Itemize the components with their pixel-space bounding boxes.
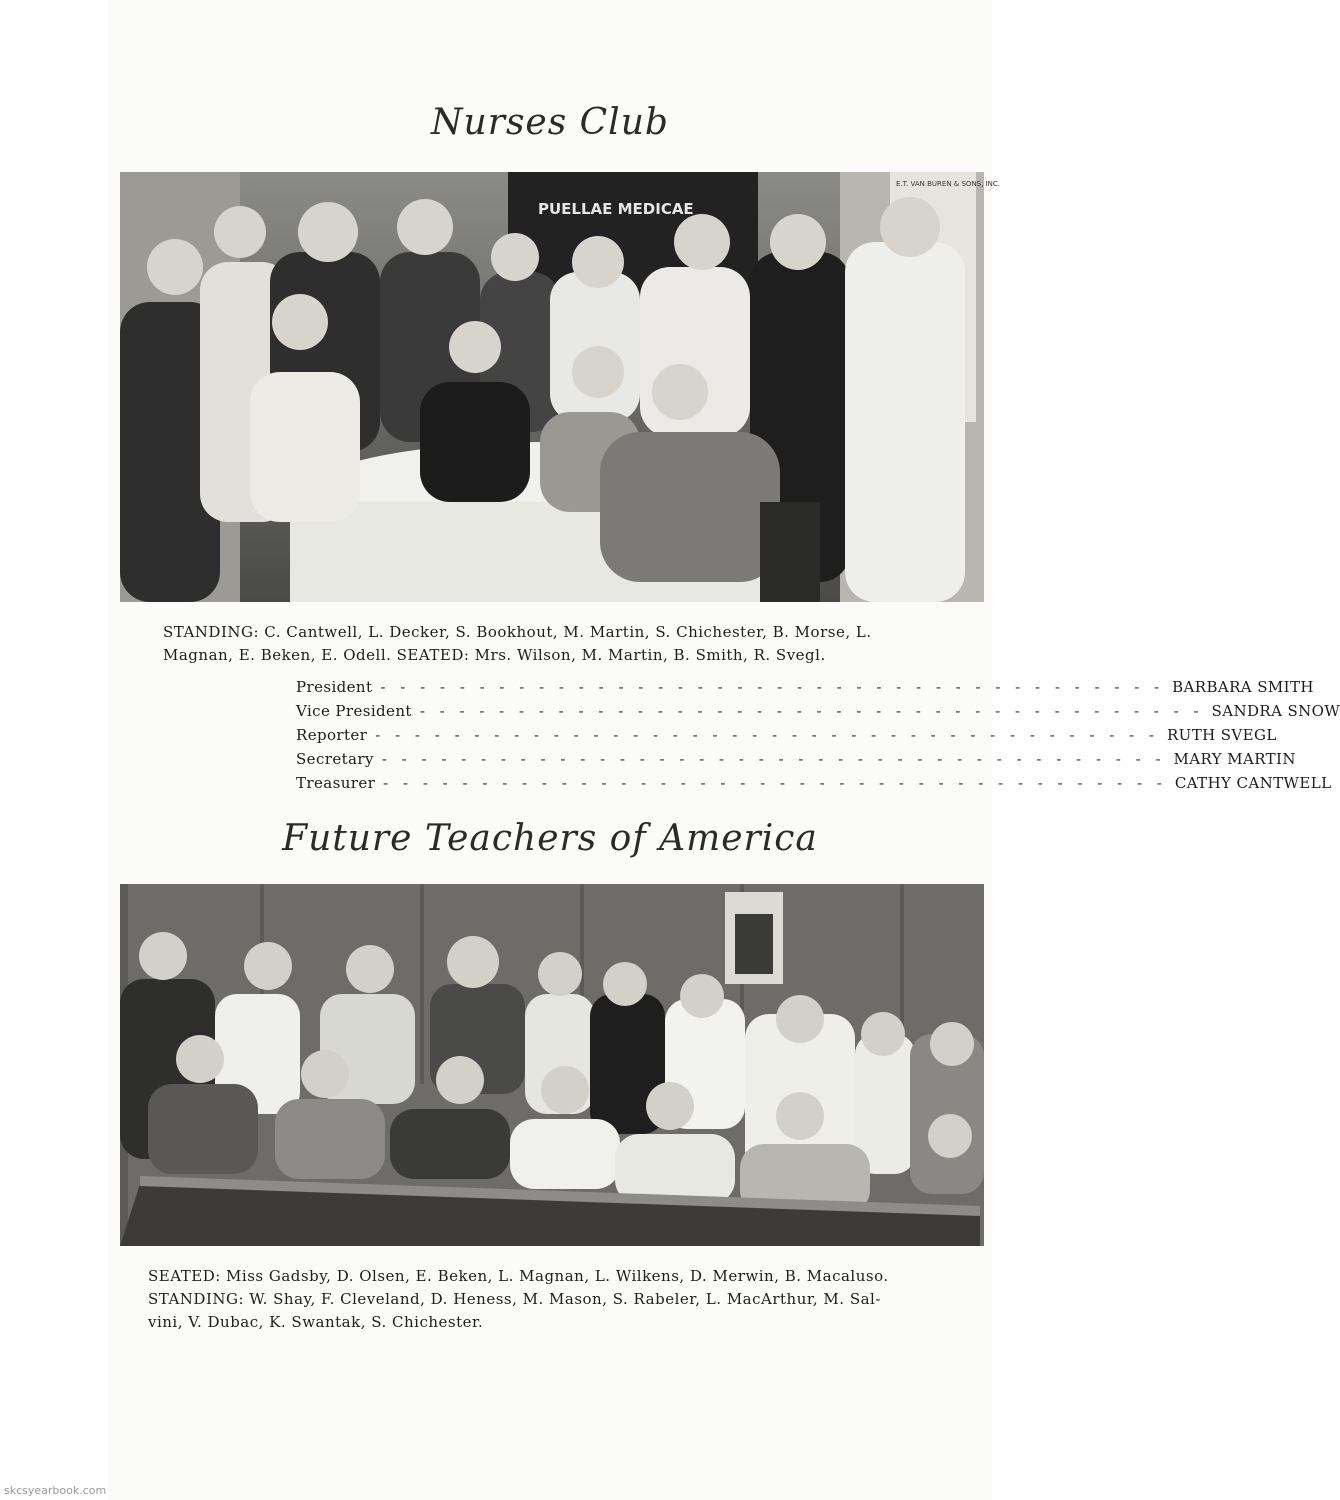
officer-name: CATHY CANTWELL [1174,774,1332,792]
officer-role: Secretary [296,750,374,768]
caption-line: SEATED: Miss Gadsby, D. Olsen, E. Beken, L. Magnan, L. Wilkens, D. Merwin, B. Macaluso. [148,1267,889,1285]
officer-role: Treasurer [296,774,376,792]
leader-dashes: - - - - - - - - - - - - - - - - - - - - - - - - - - - - - - - - - - - - - - - - [375,726,1159,744]
officer-role: President [296,678,373,696]
officer-row [296,774,1332,798]
officer-name: MARY MARTIN [1173,750,1296,768]
officer-row [296,726,1277,750]
officer-row [296,750,1296,774]
nurses-club-photo [120,172,1000,602]
future-teachers-title: Future Teachers of America [282,818,818,859]
officer-name: BARBARA SMITH [1172,678,1314,696]
officer-row [296,702,1340,726]
officer-name: SANDRA SNOW [1211,702,1340,720]
nurses-club-caption [163,621,953,667]
caption-line: STANDING: C. Cantwell, L. Decker, S. Bookhout, M. Martin, S. Chichester, B. Morse, L. [163,623,872,641]
officer-role: Vice President [296,702,412,720]
leader-dashes: - - - - - - - - - - - - - - - - - - - - - - - - - - - - - - - - - - - - - - - - [419,702,1204,720]
officer-row [296,678,1314,702]
caption-line: STANDING: W. Shay, F. Cleveland, D. Heness, M. Mason, S. Rabeler, L. MacArthur, M. Sal- [148,1290,881,1308]
caption-line: vini, V. Dubac, K. Swantak, S. Chichester. [148,1313,484,1331]
banner-label: PUELLAE MEDICAE [538,200,694,218]
future-teachers-photo [120,884,984,1246]
nurses-club-title: Nurses Club [431,102,669,143]
leader-dashes: - - - - - - - - - - - - - - - - - - - - - - - - - - - - - - - - - - - - - - - - [380,678,1165,696]
officer-role: Reporter [296,726,368,744]
future-teachers-caption [148,1265,978,1334]
source-watermark: skcsyearbook.com [4,1484,107,1497]
leader-dashes: - - - - - - - - - - - - - - - - - - - - - - - - - - - - - - - - - - - - - - - - [383,774,1167,792]
officers-list [296,678,1340,798]
caption-line: Magnan, E. Beken, E. Odell. SEATED: Mrs. Wilson, M. Martin, B. Smith, R. Svegl. [163,646,826,664]
calendar-label: E.T. VAN BUREN & SONS, INC. [896,180,1000,188]
officer-name: RUTH SVEGL [1166,726,1277,744]
leader-dashes: - - - - - - - - - - - - - - - - - - - - - - - - - - - - - - - - - - - - - - - - [381,750,1166,768]
